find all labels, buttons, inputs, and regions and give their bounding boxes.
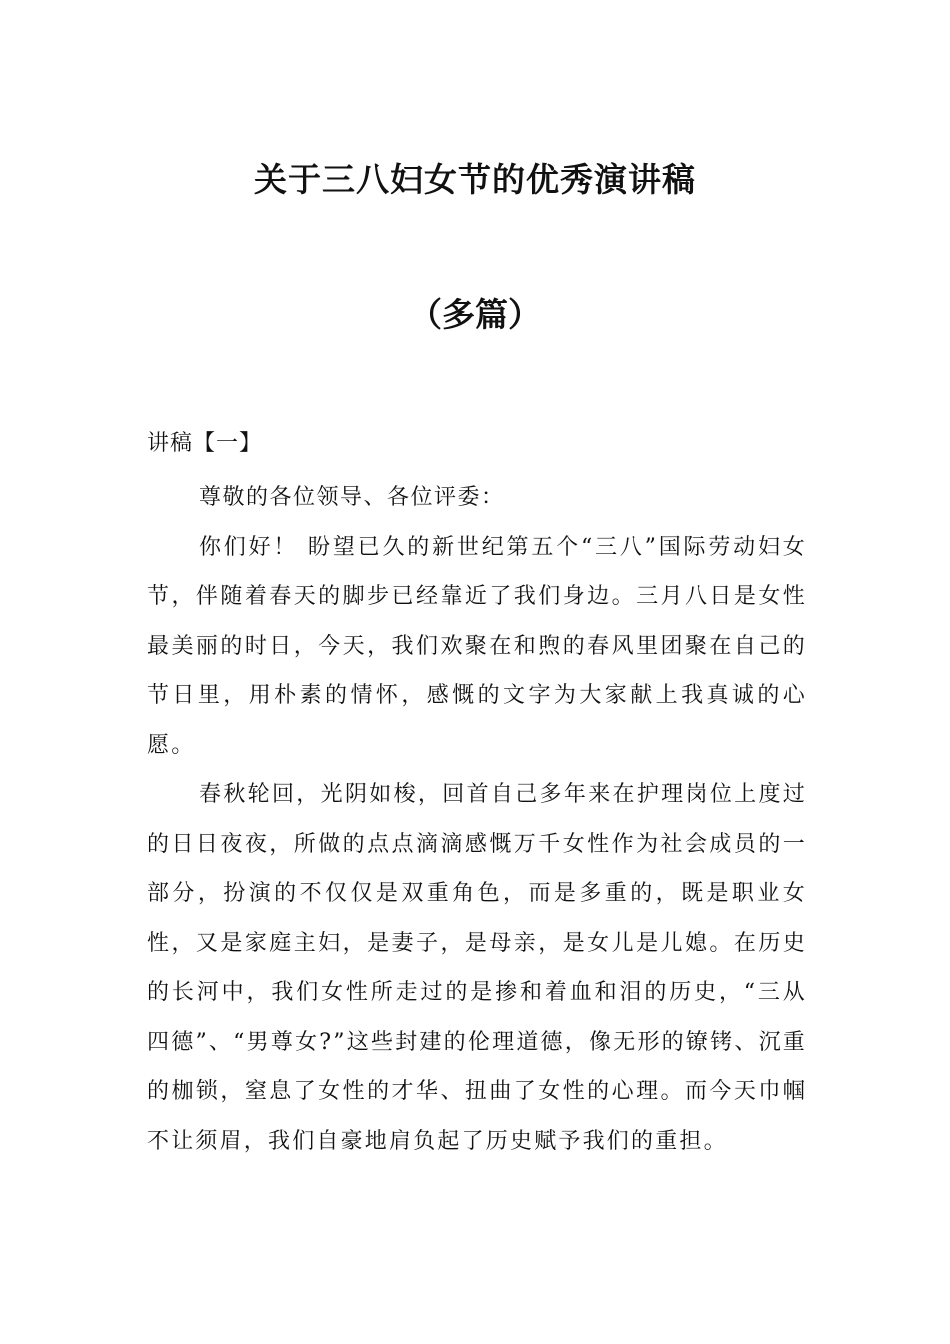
section-heading: 讲稿【一】 <box>147 431 263 456</box>
paragraph-2: 春秋轮回，光阴如梭，回首自己多年来在护理岗位上度过的日日夜夜，所做的点点滴滴感慨万千女性作为社会成员的一部分，扮演的不仅仅是双重角色，而是多重的，既是职业女性，又是家庭主妇，是妻子，是母亲，是女儿是儿媳。在历史的长河中，我们女性所走过的是掺和着血和泪的历史，“三从四德”、“男尊女?”这些封建的伦理道德，像无形的镣铐、沉重的枷锁，窒息了女性的才华、扭曲了女性的心理。而今天巾帼不让须眉，我们自豪地肩负起了历史赋予我们的重担。 <box>147 782 807 1154</box>
document-subtitle: （多篇） <box>409 295 541 334</box>
paragraph-1: 你们好！ 盼望已久的新世纪第五个“三八”国际劳动妇女节，伴随着春天的脚步已经靠近了我们身边。三月八日是女性最美丽的时日，今天，我们欢聚在和煦的春风里团聚在自己的节日里，用朴素的情怀，感慨的文字为大家献上我真诚的心愿。 <box>147 534 807 758</box>
salutation: 尊敬的各位领导、各位评委： <box>199 485 505 510</box>
document-body <box>147 414 807 1166</box>
document-title: 关于三八妇女节的优秀演讲稿 <box>254 160 696 199</box>
